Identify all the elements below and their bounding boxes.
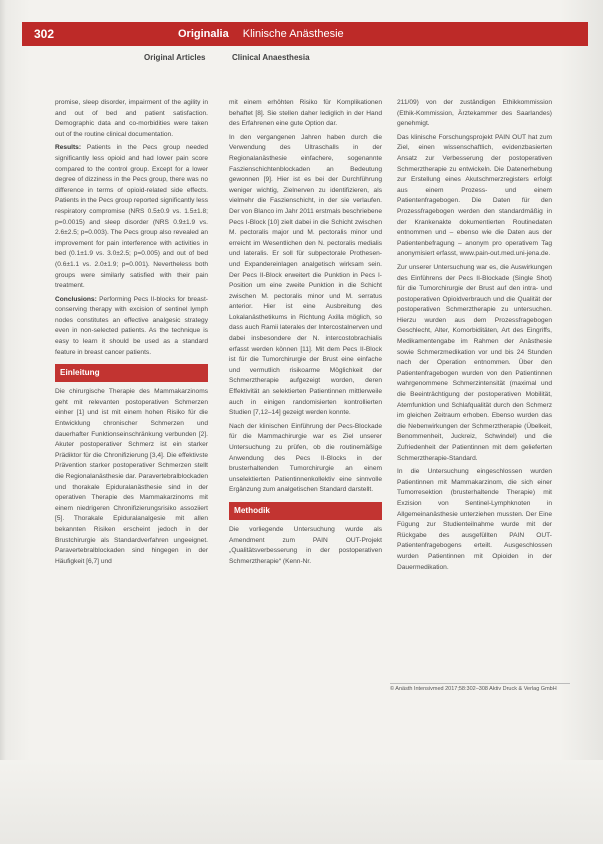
text-column-3	[397, 98, 552, 576]
page-footer: © Anästh Intensivmed 2017;58:302–308 Aktiv Druck & Verlag GmbH	[390, 683, 570, 692]
col2-paragraph-1: mit einem erhöhten Risiko für Komplikationen behaftet [8]. Sie stellen daher lediglich in der Hand des Erfahrenen eine gute Option dar.	[229, 99, 382, 128]
conclusions-label: Conclusions:	[55, 295, 97, 303]
page-number: 302	[34, 27, 55, 41]
col2-paragraph-2: In den vergangenen Jahren haben durch die Verwendung des Ultraschalls in der Regionalanästhesie einfachere, sogenannte Faszienschichtenblockaden an Bedeutung gewonnen [9]. Hier ist es bei der Durchführung weniger wichtig, Zielnerven zu identifizieren, als vielmehr die Faszienschicht, in der sie verlaufen. Der von Blanco im Jahr 2011 erstmals beschriebene Pecs I-Block [10] zielt dabei in die Schicht zwischen M. pectoralis major und M. pectoralis minor und erreicht im Wesentlichen den N. pectoralis medialis und lateralis. Er soll für subpectorale Prothesen- und Expandereinlagen analgetisch wirksam sein. Der Pecs II-Block erweitert die Punktion in Pecs I-Position um eine zweite Punktion in die Schicht zwischen M. pectoralis minor und M. serratus anterior. Hier ist eine Ausbreitung des Lokalanästhetikums in Richtung Axilla möglich, so dass auch Ramii laterales der Intercostalnerven und dabei insbesondere der N. intercostobrachialis erfasst werden können [11]. Mit dem Pecs II-Block ist für die Tumorchirurgie der Brust eine einfache und vermutlich risikoarme Möglichkeit der Schmerztherapie aufgezeigt worden, deren Effektivität an selektierten Patientinnen mittlerweile auch in einigen randomisierten kontrollierten Studien [7,12–14] gezeigt werden konnte.	[229, 133, 382, 417]
methodik-text: Die vorliegende Untersuchung wurde als Amendment zum PAIN OUT-Projekt „Qualitätsverbesserung in der postoperativen Schmerztherapie“ (Kenn-Nr.	[229, 525, 382, 565]
abstract-methods-tail: promise, sleep disorder, impairment of the agility in and out of bed and patient satisfaction. Demographic data and co-morbidities were taken out of the routine clinical documentation.	[55, 99, 208, 138]
col3-paragraph-3: Zur unserer Untersuchung war es, die Auswirkungen des Einführens der Pecs II-Blockade (Single Shot) für die Tumorchirurgie der Brust auf den intra- und postoperativen Opioidverbrauch und die Qualität der postoperativen Schmerztherapie zu untersuchen. Hierzu wurden aus dem Prozessfragebogen Geschlecht, Alter, Komorbiditäten, Art des Eingriffs, Medikamentengabe im Rahmen der Anästhesie sowie Schmerzmedikation vor und bis 24 Stunden nach der Operation entnommen. Über den Patientenfragebogen wurden von den Patientinnen wahrgenommene Schmerzintensität (maximal und die Beeinträchtigung der postoperativen Mobilität, Atemfunktion und Schlafqualität durch den Schmerz im gleichen Zeitraum erhoben. Ebenso wurden das die Nebenwirkungen der Schmerztherapie (Übelkeit, Benommenheit, Juckreiz, Schwindel) und die Zufriedenheit der Patientinnen mit dem gelieferten Schmerztherapie-Standard.	[397, 263, 552, 462]
text-column-1	[55, 98, 208, 570]
col3-paragraph-2: Das klinische Forschungsprojekt PAIN OUT hat zum Ziel, einen wissenschaftlich, evidenzbasierten Ansatz zur Verbesserung der postoperativen Schmerztherapie zu entwickeln. Die Datenerhebung zur Erstellung eines Akutschmerzregisters erfolgt aus einem Prozess- und einem Patientenfragebogen. Die Daten für den Prozessfragebogen werden den standardmäßig in der Krankenakte dokumentierten Routinedaten entnommen und – ebenso wie die Daten aus der Patientenbefragung – anonym pro operativem Tag anonymisiert erfasst, www.pain-out.med.uni-jena.de.	[397, 133, 552, 258]
journal-category: Originalia	[178, 28, 229, 40]
col2-paragraph-3: Nach der klinischen Einführung der Pecs-Blockade für die Mammachirurgie war es Ziel unserer Untersuchung zu prüfen, ob die routinemäßige Anwendung des Pecs II-Blocks in der brusterhaltenden Tumorchirurgie an einem unselektierten Patientinnenkollektiv eine sinnvolle Ergänzung zum analgetischen Standard darstellt.	[229, 422, 382, 494]
section-heading-methodik: Methodik	[229, 502, 382, 520]
einleitung-text: Die chirurgische Therapie des Mammakarzinoms geht mit relevanten postoperativen Schmerzen einher [1] und ist mit einem hohen Risiko für die Entwicklung chronischer Schmerzen und dauerhafter Funktionseinschränkung verbunden [2]. Akuter postoperativer Schmerz ist ein starker Prädiktor für die Chronifizierung [3,4]. Die effektivste Prävention starker postoperativer Schmerzen stellt die Regionalanästhesie dar. Paravertebralblockaden und thorakale Epiduralanästhesie sind in der operativen Therapie des Mammakarzinoms mit einem niedrigeren Chronifizierungsrisiko assoziiert [5]. Thorakale Epiduralanalgesie mit allen bekannten Risiken erscheint jedoch in der Brustchirurgie als Standardverfahren ungeeignet. Paravertebralblockaden sind hingegen in der Häufigkeit [6,7] und	[55, 388, 208, 565]
abstract-results	[55, 143, 208, 291]
section-heading-einleitung: Einleitung	[55, 364, 208, 382]
col3-paragraph-1: 211/09) von der zuständigen Ethikkommission (Ethik-Kommission, Ärztekammer des Saarlandes) genehmigt.	[397, 99, 552, 128]
results-label: Results:	[55, 144, 82, 152]
text-column-2	[229, 98, 382, 570]
subheader-clinical-anaesthesia: Clinical Anaesthesia	[232, 53, 310, 62]
subheader-original-articles: Original Articles	[144, 53, 206, 62]
col3-paragraph-4: In die Untersuchung eingeschlossen wurden Patientinnen mit Mammakarzinom, die sich einer Tumorresektion (brusterhaltende Therapie) mit Exzision von Sentinel-Lymphknoten in Allgemeinanästhesie unterziehen mussten. Der Eine Fügung zur Studienteilnahme wurde mit der Rückgabe des ausgefüllten PAIN OUT-Patientenfragebogens erteilt. Ausgeschlossen wurden Patientinnen mit Opioiden in der Dauermedikation.	[397, 468, 552, 571]
conclusions-text: Performing Pecs II-blocks for breast-conserving therapy with excision of sentinel lymph nodes constitutes an effective analgesic strategy even in non-selected patients. As the technique is easy to learn it should be used as a standard feature in breast cancer patients.	[55, 295, 208, 356]
results-text: Patients in the Pecs group needed significantly less opioid and had lower pain score compared to the control group. Except for a lower degree of dizziness in the Pecs group, there was no difference in terms of opioid-related side effects. Patients in the Pecs group reported significantly less respiratory compromise (NRS 0.5±0.9 vs. 1.5±1.8; p=0.0015) and sleep disorder (NRS 0.9±1.9 vs. 2.6±2.5; p=0.003). The Pecs group also revealed an improvement for pain interference with activities in bed (0.1±1.9 vs. 3.0±2.5; p=0.005) and out of bed (0.6±1.1 vs. 2.0±1.9; p=0.001). Nevertheless both groups were similarly satisfied with their pain treatment.	[55, 144, 208, 290]
page-header-bar	[22, 22, 588, 46]
page-bottom-margin	[0, 760, 603, 844]
journal-section: Klinische Anästhesie	[242, 28, 344, 40]
abstract-conclusions	[55, 295, 208, 359]
